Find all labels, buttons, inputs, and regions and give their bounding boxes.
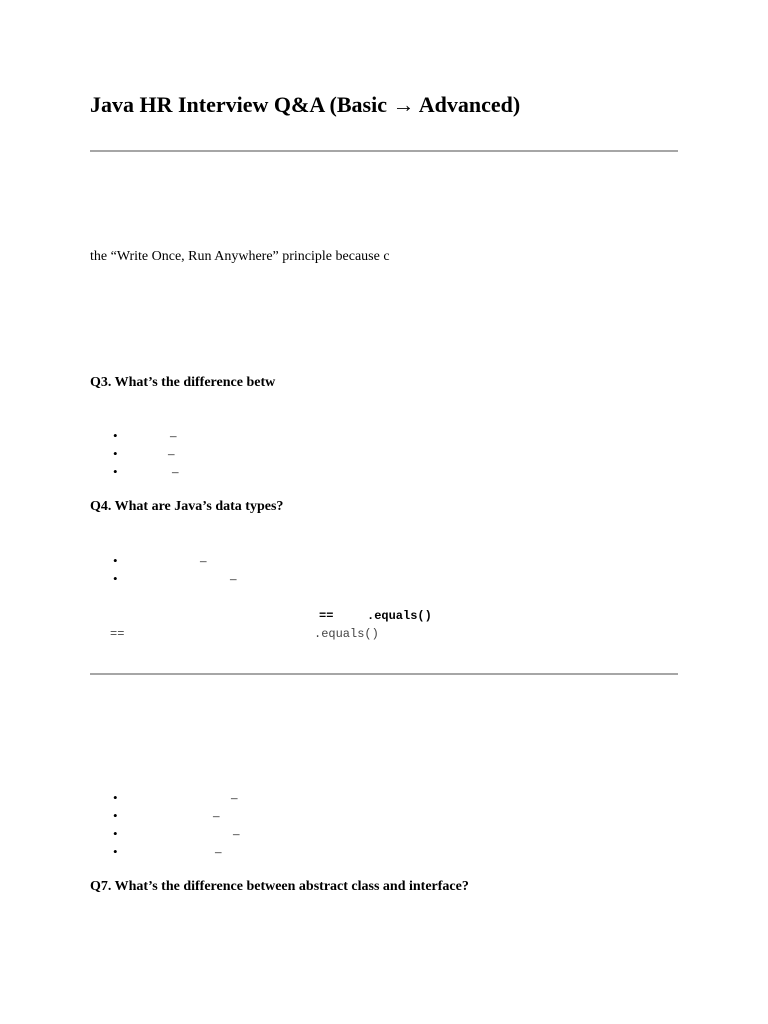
dash: – xyxy=(200,553,207,568)
dash: – xyxy=(230,571,237,586)
bullet-marker: • xyxy=(113,553,118,568)
dash: – xyxy=(170,428,177,443)
question-heading: Q4. What are Java’s data types? xyxy=(90,499,284,514)
divider xyxy=(90,150,678,152)
dash: – xyxy=(233,826,240,841)
dash: – xyxy=(213,808,220,823)
bullet-marker: • xyxy=(113,464,118,479)
bullet-marker: • xyxy=(113,790,118,805)
page-title: Java HR Interview Q&A (Basic → Advanced) xyxy=(90,92,521,117)
dash: – xyxy=(172,464,179,479)
dash: – xyxy=(168,446,175,461)
divider xyxy=(90,673,678,675)
paragraph: the “Write Once, Run Anywhere” principle because c xyxy=(90,249,390,264)
bullet-marker: • xyxy=(113,826,118,841)
question-heading: Q3. What’s the difference betw xyxy=(90,375,276,390)
bullet-marker: • xyxy=(113,808,118,823)
bullet-marker: • xyxy=(113,428,118,443)
code-inline: == xyxy=(319,609,334,623)
question-heading: Q7. What’s the difference between abstract class and interface? xyxy=(90,879,469,894)
bullet-marker: • xyxy=(113,571,118,586)
dash: – xyxy=(231,790,238,805)
code-inline: .equals() xyxy=(367,609,432,623)
bullet-marker: • xyxy=(113,844,118,859)
dash: – xyxy=(215,844,222,859)
code-inline: .equals() xyxy=(314,627,379,641)
code-inline: == xyxy=(110,627,125,641)
bullet-marker: • xyxy=(113,446,118,461)
